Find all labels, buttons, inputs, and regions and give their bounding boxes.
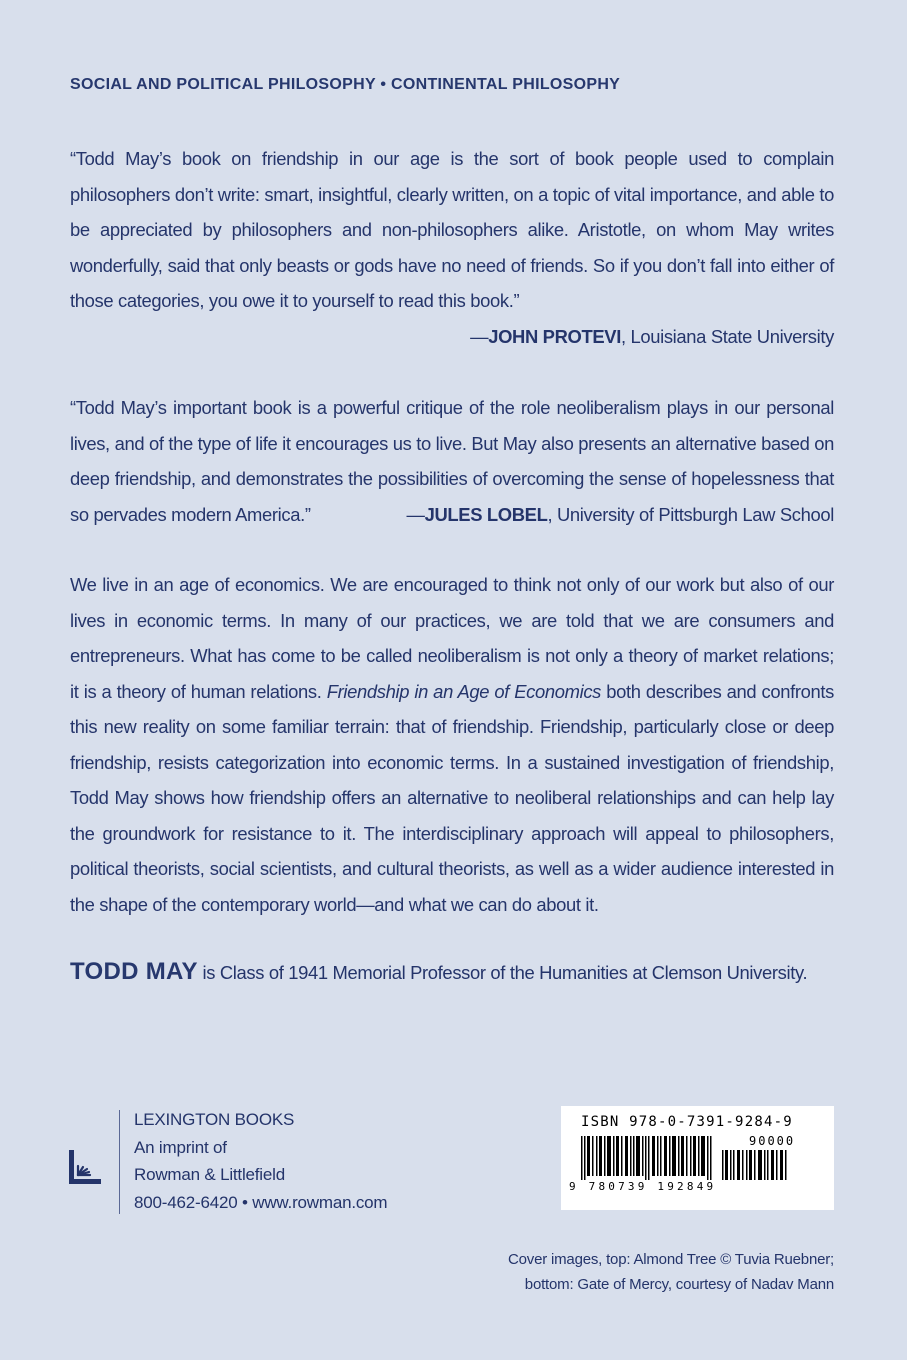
author-bio: [70, 958, 870, 986]
publisher-info: [134, 1106, 387, 1216]
quote-lobel: [70, 390, 834, 532]
quote-affiliation: , University of Pittsburgh Law School: [547, 503, 834, 525]
credit-bottom: bottom: Gate of Mercy, courtesy of Nadav Mann: [524, 1276, 834, 1293]
cover-credits: [508, 1247, 834, 1297]
category-label: SOCIAL AND POLITICAL PHILOSOPHY • CONTINENTAL PHILOSOPHY: [70, 76, 621, 93]
publisher-parent: Rowman & Littlefield: [134, 1165, 285, 1184]
author-bio-text: is Class of 1941 Memorial Professor of the Humanities at Clemson University.: [197, 962, 808, 983]
publisher-contact: 800-462-6420 • www.rowman.com: [134, 1192, 388, 1212]
lexington-logo-icon: [68, 1140, 104, 1188]
quote-affiliation: , Louisiana State University: [620, 325, 834, 347]
quote-attribution: —JOHN PROTEVI, Louisiana State University: [470, 325, 834, 347]
credit-top: Cover images, top: Almond Tree © Tuvia Ruebner;: [508, 1251, 834, 1268]
ean-digits: 9 780739 192849: [569, 1180, 717, 1193]
quote-text: “Todd May’s important book is a powerful critique of the role neoliberalism plays in our personal lives, and of the type of life it encourages us to live. But May also presents an alternative based on deep friendship, and demonstrates the possibilities of overcoming the sense of hopelessness that so pervades modern America.”: [70, 397, 834, 525]
publisher-imprint: An imprint of: [134, 1137, 227, 1157]
quote-attribution: —JULES LOBEL, University of Pittsburgh Law School: [406, 503, 834, 525]
isbn-text: ISBN 978-0-7391-9284-9: [581, 1114, 793, 1130]
price-code: 90000: [749, 1134, 796, 1148]
quote-protevi: [70, 141, 834, 354]
book-title: Friendship in an Age of Economics: [326, 680, 602, 702]
author-name: TODD MAY: [70, 958, 198, 985]
quote-text: “Todd May’s book on friendship in our age is the sort of book people used to complain philosophers don’t write: smart, insightful, clearly written, on a topic of vital importance, and able to be appreciated by philosophers and non-philosophers alike. Aristotle, on whom May writes wonderfully, said that only beasts or gods have no need of friends. So if you don’t fall into either of those categories, you owe it to yourself to read this book.”: [70, 148, 834, 311]
book-description: We live in an age of economics. We are encouraged to think not only of our work but also of our lives in economic terms. In many of our practices, we are told that we are consumers and entrepreneurs. What has come to be called neoliberalism is not only a theory of market relations; it is a theory of human relations. Friendship in an Age of Economics both describes and confronts this new reality on some familiar terrain: that of friendship. Friendship, particularly close or deep friendship, resists categorization into economic terms. In a sustained investigation of friendship, Todd May shows how friendship offers an alternative to neoliberal relationships and can help lay the groundwork for resistance to it. The interdisciplinary approach will appeal to philosophers, political theorists, social scientists, and cultural theorists, as well as a wider audience interested in the shape of the contemporary world—and what we can do about it.: [70, 574, 834, 915]
publisher-divider: [119, 1110, 120, 1214]
quote-author: JOHN PROTEVI: [488, 325, 621, 347]
quote-author: JULES LOBEL: [424, 503, 548, 525]
isbn-barcode: [561, 1106, 834, 1210]
publisher-name: LEXINGTON BOOKS: [134, 1110, 295, 1129]
